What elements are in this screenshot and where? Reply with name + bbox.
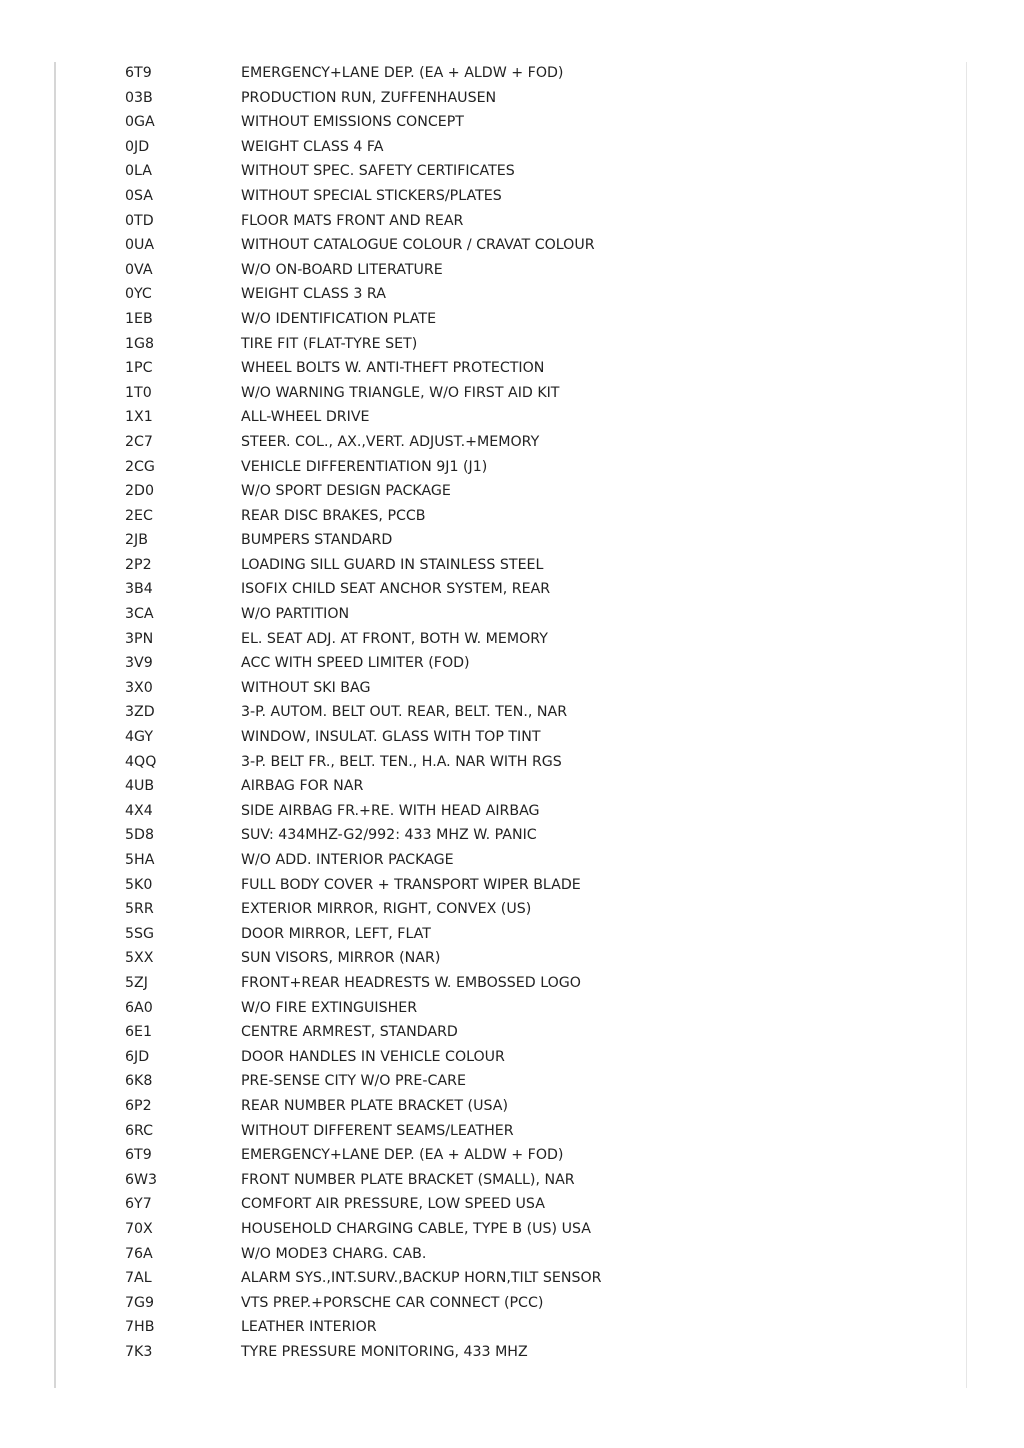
- option-row: [0, 602, 1024, 627]
- option-row: [0, 1168, 1024, 1193]
- option-row: [0, 209, 1024, 234]
- option-row: [0, 946, 1024, 971]
- option-row: [0, 282, 1024, 307]
- option-row: [0, 430, 1024, 455]
- option-row: [0, 996, 1024, 1021]
- option-description: W/O IDENTIFICATION PLATE: [241, 310, 437, 327]
- option-row: [0, 332, 1024, 357]
- option-row: [0, 1266, 1024, 1291]
- option-row: [0, 725, 1024, 750]
- option-row: [0, 1143, 1024, 1168]
- option-row: [0, 1045, 1024, 1070]
- option-code: 0JD: [125, 138, 150, 155]
- option-row: [0, 159, 1024, 184]
- option-description: REAR DISC BRAKES, PCCB: [241, 507, 426, 524]
- option-code: 6RC: [125, 1122, 154, 1139]
- option-row: [0, 922, 1024, 947]
- option-code: 0LA: [125, 163, 152, 180]
- option-description: SUV: 434MHZ-G2/992: 433 MHZ W. PANIC: [241, 827, 537, 844]
- option-row: [0, 356, 1024, 381]
- option-row: [0, 479, 1024, 504]
- option-code-list: [0, 61, 1024, 1364]
- option-code: 5SG: [125, 925, 155, 942]
- option-code: 0TD: [125, 212, 154, 229]
- option-row: [0, 1119, 1024, 1144]
- option-description: WINDOW, INSULAT. GLASS WITH TOP TINT: [241, 729, 541, 746]
- option-code: 4GY: [125, 729, 153, 746]
- option-description: VEHICLE DIFFERENTIATION 9J1 (J1): [241, 458, 488, 475]
- option-row: [0, 700, 1024, 725]
- option-description: FLOOR MATS FRONT AND REAR: [241, 212, 464, 229]
- option-description: EMERGENCY+LANE DEP. (EA + ALDW + FOD): [241, 65, 564, 81]
- option-code: 7K3: [125, 1343, 153, 1360]
- option-description: W/O MODE3 CHARG. CAB.: [241, 1245, 427, 1262]
- option-row: [0, 1315, 1024, 1340]
- option-row: [0, 1242, 1024, 1267]
- option-row: [0, 1291, 1024, 1316]
- option-description: WITHOUT SPEC. SAFETY CERTIFICATES: [241, 163, 515, 180]
- option-row: [0, 627, 1024, 652]
- option-description: CENTRE ARMREST, STANDARD: [241, 1024, 458, 1041]
- option-row: [0, 750, 1024, 775]
- option-code: 0SA: [125, 187, 154, 204]
- option-description: FRONT+REAR HEADRESTS W. EMBOSSED LOGO: [241, 974, 581, 991]
- option-code: 6E1: [125, 1024, 153, 1041]
- option-description: WITHOUT CATALOGUE COLOUR / CRAVAT COLOUR: [241, 237, 595, 254]
- option-description: PRE-SENSE CITY W/O PRE-CARE: [241, 1073, 466, 1090]
- option-row: [0, 799, 1024, 824]
- option-description: ISOFIX CHILD SEAT ANCHOR SYSTEM, REAR: [241, 581, 551, 598]
- option-code: 6W3: [125, 1171, 158, 1188]
- option-description: VTS PREP.+PORSCHE CAR CONNECT (PCC): [241, 1294, 544, 1311]
- option-description: TIRE FIT (FLAT-TYRE SET): [241, 335, 418, 352]
- option-code: 0UA: [125, 237, 155, 254]
- option-row: [0, 971, 1024, 996]
- option-description: REAR NUMBER PLATE BRACKET (USA): [241, 1097, 508, 1114]
- option-row: [0, 1340, 1024, 1365]
- option-code: 4UB: [125, 778, 155, 795]
- option-code: 7HB: [125, 1319, 155, 1336]
- option-code: 1X1: [125, 409, 153, 426]
- option-description: SIDE AIRBAG FR.+RE. WITH HEAD AIRBAG: [241, 802, 540, 819]
- option-description: WEIGHT CLASS 3 RA: [241, 286, 386, 303]
- option-code: 0VA: [125, 261, 153, 278]
- option-row: [0, 1020, 1024, 1045]
- option-description: PRODUCTION RUN, ZUFFENHAUSEN: [241, 89, 497, 106]
- option-description: WITHOUT SKI BAG: [241, 679, 371, 696]
- option-row: [0, 1192, 1024, 1217]
- option-code: 5XX: [125, 950, 154, 967]
- option-row: [0, 110, 1024, 135]
- option-code: 76A: [125, 1245, 153, 1262]
- option-description: DOOR MIRROR, LEFT, FLAT: [241, 925, 431, 942]
- option-description: AIRBAG FOR NAR: [241, 778, 364, 795]
- option-row: [0, 233, 1024, 258]
- option-row: [0, 135, 1024, 160]
- option-description: WITHOUT EMISSIONS CONCEPT: [241, 114, 464, 131]
- option-code: 1T0: [125, 384, 152, 401]
- option-description: EL. SEAT ADJ. AT FRONT, BOTH W. MEMORY: [241, 630, 548, 647]
- option-code: 1G8: [125, 335, 155, 352]
- option-code: 4QQ: [125, 753, 157, 770]
- option-description: DOOR HANDLES IN VEHICLE COLOUR: [241, 1048, 505, 1065]
- option-code: 6A0: [125, 999, 153, 1016]
- option-code: 6K8: [125, 1073, 153, 1090]
- option-description: WITHOUT DIFFERENT SEAMS/LEATHER: [241, 1122, 514, 1139]
- option-description: WHEEL BOLTS W. ANTI-THEFT PROTECTION: [241, 360, 545, 377]
- option-code: 3X0: [125, 679, 153, 696]
- option-code: 70X: [125, 1220, 153, 1237]
- option-description: W/O ADD. INTERIOR PACKAGE: [241, 852, 454, 868]
- option-description: W/O ON-BOARD LITERATURE: [241, 261, 443, 278]
- option-description: 3-P. AUTOM. BELT OUT. REAR, BELT. TEN., NAR: [241, 704, 568, 721]
- option-description: W/O PARTITION: [241, 606, 350, 623]
- option-code: 3PN: [125, 630, 154, 647]
- option-code: 3CA: [125, 606, 154, 623]
- option-code: 6Y7: [125, 1196, 152, 1213]
- option-description: WEIGHT CLASS 4 FA: [241, 138, 384, 155]
- option-code: 1EB: [125, 310, 153, 327]
- option-description: EMERGENCY+LANE DEP. (EA + ALDW + FOD): [241, 1147, 564, 1164]
- option-code: 5ZJ: [125, 974, 148, 991]
- option-code: 6T9: [125, 1147, 152, 1164]
- option-code: 3ZD: [125, 704, 155, 721]
- option-row: [0, 307, 1024, 332]
- option-row: [0, 405, 1024, 430]
- option-code: 2D0: [125, 483, 154, 500]
- option-description: COMFORT AIR PRESSURE, LOW SPEED USA: [241, 1196, 545, 1213]
- option-description: WITHOUT SPECIAL STICKERS/PLATES: [241, 187, 502, 204]
- option-row: [0, 848, 1024, 873]
- option-row: [0, 61, 1024, 86]
- option-description: BUMPERS STANDARD: [241, 532, 393, 549]
- option-code: 6T9: [125, 65, 152, 81]
- option-code: 6JD: [125, 1048, 150, 1065]
- option-code: 4X4: [125, 802, 153, 819]
- option-row: [0, 184, 1024, 209]
- option-code: 5D8: [125, 827, 154, 844]
- option-row: [0, 86, 1024, 111]
- option-code: 2CG: [125, 458, 155, 475]
- option-description: W/O SPORT DESIGN PACKAGE: [241, 483, 451, 500]
- option-description: 3-P. BELT FR., BELT. TEN., H.A. NAR WITH RGS: [241, 753, 562, 770]
- option-code: 3V9: [125, 655, 153, 672]
- option-row: [0, 455, 1024, 480]
- option-code: 0GA: [125, 114, 155, 131]
- option-description: LOADING SILL GUARD IN STAINLESS STEEL: [241, 556, 544, 573]
- option-row: [0, 1069, 1024, 1094]
- option-description: W/O WARNING TRIANGLE, W/O FIRST AID KIT: [241, 384, 560, 401]
- option-code: 5K0: [125, 876, 153, 893]
- option-code: 03B: [125, 89, 153, 106]
- option-row: [0, 528, 1024, 553]
- option-description: ACC WITH SPEED LIMITER (FOD): [241, 655, 470, 672]
- option-row: [0, 258, 1024, 283]
- option-description: LEATHER INTERIOR: [241, 1319, 377, 1336]
- option-row: [0, 381, 1024, 406]
- option-code: 2EC: [125, 507, 153, 524]
- option-code: 7G9: [125, 1294, 155, 1311]
- option-description: ALL-WHEEL DRIVE: [241, 409, 370, 426]
- option-code: 7AL: [125, 1270, 152, 1287]
- option-row: [0, 774, 1024, 799]
- option-description: FULL BODY COVER + TRANSPORT WIPER BLADE: [241, 876, 581, 893]
- option-code: 2C7: [125, 433, 153, 450]
- option-row: [0, 676, 1024, 701]
- option-code: 0YC: [125, 286, 152, 303]
- option-row: [0, 1217, 1024, 1242]
- option-row: [0, 823, 1024, 848]
- option-code: 2JB: [125, 532, 148, 549]
- option-description: FRONT NUMBER PLATE BRACKET (SMALL), NAR: [241, 1171, 575, 1188]
- option-code: 5RR: [125, 901, 154, 918]
- option-description: W/O FIRE EXTINGUISHER: [241, 999, 418, 1016]
- option-row: [0, 897, 1024, 922]
- option-row: [0, 577, 1024, 602]
- option-code: 2P2: [125, 556, 152, 573]
- option-code: 6P2: [125, 1097, 152, 1114]
- option-description: TYRE PRESSURE MONITORING, 433 MHZ: [241, 1343, 528, 1360]
- option-row: [0, 651, 1024, 676]
- option-row: [0, 504, 1024, 529]
- option-row: [0, 553, 1024, 578]
- option-row: [0, 873, 1024, 898]
- option-row: [0, 1094, 1024, 1119]
- option-description: SUN VISORS, MIRROR (NAR): [241, 950, 441, 967]
- option-description: ALARM SYS.,INT.SURV.,BACKUP HORN,TILT SENSOR: [241, 1270, 602, 1287]
- option-code: 1PC: [125, 360, 153, 377]
- option-description: EXTERIOR MIRROR, RIGHT, CONVEX (US): [241, 901, 532, 918]
- option-description: STEER. COL., AX.,VERT. ADJUST.+MEMORY: [241, 433, 540, 450]
- option-code: 3B4: [125, 581, 153, 598]
- option-description: HOUSEHOLD CHARGING CABLE, TYPE B (US) USA: [241, 1220, 591, 1237]
- option-code: 5HA: [125, 852, 155, 868]
